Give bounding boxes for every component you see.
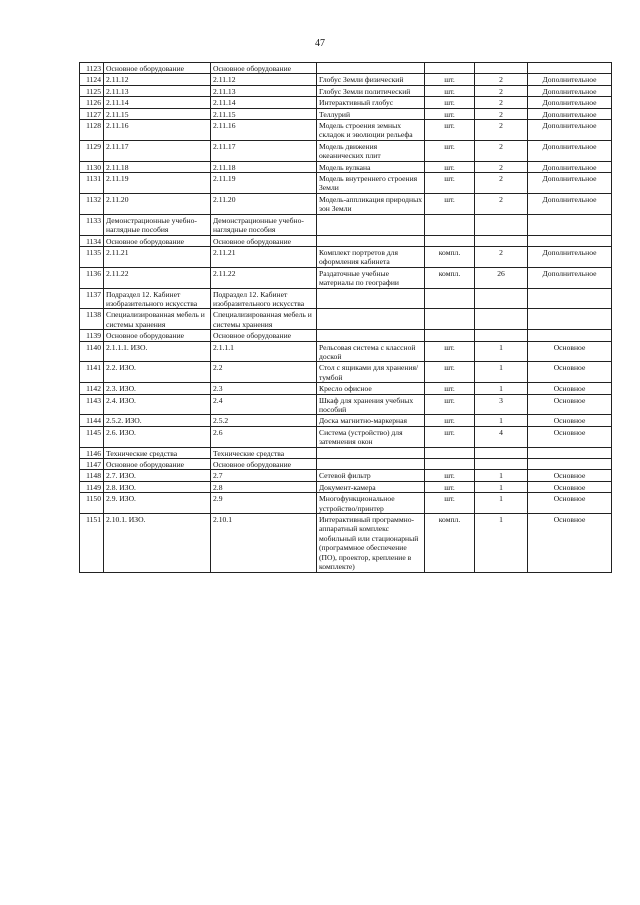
table-row <box>80 309 612 330</box>
code-cell: 2.5.2. ИЗО. <box>104 415 211 426</box>
code-cell: 2.3. ИЗО. <box>104 383 211 394</box>
item-name-cell: Интерактивный программно-аппаратный комплекс мобильный или стационарный (программное обеспечение (ПО), проектор, крепление в комплекте) <box>317 514 425 572</box>
quantity-cell: 2 <box>475 120 528 141</box>
row-number-cell: 1135 <box>80 246 104 267</box>
quantity-cell: 1 <box>475 383 528 394</box>
section-cell: 2.3 <box>211 383 317 394</box>
unit-cell <box>425 309 475 330</box>
equipment-type-cell: Дополнительное <box>528 140 612 161</box>
section-cell: 2.10.1 <box>211 514 317 572</box>
table-row <box>80 173 612 194</box>
unit-cell <box>425 459 475 470</box>
section-cell: 2.11.17 <box>211 140 317 161</box>
unit-cell: шт. <box>425 470 475 481</box>
unit-cell: шт. <box>425 481 475 492</box>
equipment-type-cell <box>528 235 612 246</box>
table-row <box>80 493 612 514</box>
row-number-cell: 1133 <box>80 214 104 235</box>
quantity-cell: 1 <box>475 493 528 514</box>
unit-cell: шт. <box>425 426 475 447</box>
item-name-cell: Система (устройство) для затемнения окон <box>317 426 425 447</box>
code-cell: Основное оборудование <box>104 330 211 341</box>
item-name-cell: Модель движения океанических плит <box>317 140 425 161</box>
equipment-type-cell: Основное <box>528 470 612 481</box>
quantity-cell: 2 <box>475 173 528 194</box>
section-cell: 2.7 <box>211 470 317 481</box>
equipment-type-cell <box>528 330 612 341</box>
code-cell: Основное оборудование <box>104 63 211 74</box>
row-number-cell: 1125 <box>80 85 104 96</box>
section-cell: 2.11.15 <box>211 108 317 119</box>
item-name-cell <box>317 63 425 74</box>
code-cell: 2.2. ИЗО. <box>104 362 211 383</box>
row-number-cell: 1127 <box>80 108 104 119</box>
section-cell: Технические средства <box>211 447 317 458</box>
table-row <box>80 415 612 426</box>
table-row <box>80 470 612 481</box>
quantity-cell <box>475 330 528 341</box>
quantity-cell <box>475 235 528 246</box>
table-row <box>80 394 612 415</box>
unit-cell: шт. <box>425 108 475 119</box>
section-cell: 2.2 <box>211 362 317 383</box>
unit-cell <box>425 447 475 458</box>
item-name-cell: Модель-аппликация природных зон Земли <box>317 193 425 214</box>
section-cell: 2.11.13 <box>211 85 317 96</box>
code-cell: 2.11.16 <box>104 120 211 141</box>
code-cell: 2.11.21 <box>104 246 211 267</box>
code-cell: 2.10.1. ИЗО. <box>104 514 211 572</box>
code-cell: 2.11.13 <box>104 85 211 96</box>
page-number: 47 <box>315 38 325 49</box>
row-number-cell: 1139 <box>80 330 104 341</box>
table-row <box>80 161 612 172</box>
equipment-type-cell: Дополнительное <box>528 246 612 267</box>
unit-cell: шт. <box>425 161 475 172</box>
row-number-cell: 1142 <box>80 383 104 394</box>
quantity-cell <box>475 459 528 470</box>
unit-cell: шт. <box>425 415 475 426</box>
code-cell: 2.11.17 <box>104 140 211 161</box>
item-name-cell: Глобус Земли физический <box>317 74 425 85</box>
equipment-type-cell <box>528 214 612 235</box>
equipment-type-cell: Дополнительное <box>528 267 612 288</box>
item-name-cell: Модель строения земных складок и эволюции рельефа <box>317 120 425 141</box>
row-number-cell: 1138 <box>80 309 104 330</box>
row-number-cell: 1124 <box>80 74 104 85</box>
item-name-cell: Сетевой фильтр <box>317 470 425 481</box>
code-cell: 2.8. ИЗО. <box>104 481 211 492</box>
code-cell: 2.4. ИЗО. <box>104 394 211 415</box>
section-cell: 2.8 <box>211 481 317 492</box>
equipment-type-cell: Дополнительное <box>528 108 612 119</box>
table-row <box>80 341 612 362</box>
equipment-type-cell: Основное <box>528 415 612 426</box>
unit-cell: шт. <box>425 394 475 415</box>
code-cell: 2.11.18 <box>104 161 211 172</box>
row-number-cell: 1151 <box>80 514 104 572</box>
item-name-cell: Документ-камера <box>317 481 425 492</box>
section-cell: 2.5.2 <box>211 415 317 426</box>
code-cell: 2.11.22 <box>104 267 211 288</box>
unit-cell: шт. <box>425 120 475 141</box>
code-cell: Демонстрационные учебно-наглядные пособия <box>104 214 211 235</box>
equipment-type-cell: Дополнительное <box>528 97 612 108</box>
unit-cell: шт. <box>425 85 475 96</box>
row-number-cell: 1148 <box>80 470 104 481</box>
unit-cell <box>425 330 475 341</box>
code-cell: 2.11.15 <box>104 108 211 119</box>
equipment-type-cell <box>528 288 612 309</box>
item-name-cell <box>317 235 425 246</box>
quantity-cell: 2 <box>475 193 528 214</box>
equipment-type-cell: Дополнительное <box>528 173 612 194</box>
equipment-type-cell: Основное <box>528 341 612 362</box>
code-cell: Подраздел 12. Кабинет изобразительного искусства <box>104 288 211 309</box>
item-name-cell: Кресло офисное <box>317 383 425 394</box>
item-name-cell: Модель вулкана <box>317 161 425 172</box>
unit-cell: шт. <box>425 341 475 362</box>
quantity-cell: 1 <box>475 481 528 492</box>
row-number-cell: 1128 <box>80 120 104 141</box>
table-row <box>80 85 612 96</box>
unit-cell: шт. <box>425 97 475 108</box>
section-cell: Основное оборудование <box>211 63 317 74</box>
item-name-cell: Многофункциональное устройство/принтер <box>317 493 425 514</box>
equipment-type-cell: Основное <box>528 383 612 394</box>
equipment-type-cell: Дополнительное <box>528 74 612 85</box>
equipment-table <box>79 62 612 573</box>
quantity-cell: 1 <box>475 341 528 362</box>
table-row <box>80 120 612 141</box>
section-cell: 2.11.19 <box>211 173 317 194</box>
equipment-type-cell: Основное <box>528 362 612 383</box>
section-cell: Демонстрационные учебно-наглядные пособия <box>211 214 317 235</box>
table-body <box>80 63 612 573</box>
row-number-cell: 1143 <box>80 394 104 415</box>
section-cell: Основное оборудование <box>211 330 317 341</box>
code-cell: 2.11.14 <box>104 97 211 108</box>
row-number-cell: 1150 <box>80 493 104 514</box>
quantity-cell: 2 <box>475 85 528 96</box>
table-row <box>80 330 612 341</box>
item-name-cell: Интерактивный глобус <box>317 97 425 108</box>
unit-cell <box>425 214 475 235</box>
row-number-cell: 1149 <box>80 481 104 492</box>
equipment-type-cell: Основное <box>528 394 612 415</box>
code-cell: 2.6. ИЗО. <box>104 426 211 447</box>
quantity-cell: 2 <box>475 108 528 119</box>
row-number-cell: 1141 <box>80 362 104 383</box>
table-row <box>80 246 612 267</box>
row-number-cell: 1146 <box>80 447 104 458</box>
quantity-cell: 2 <box>475 74 528 85</box>
table-row <box>80 481 612 492</box>
unit-cell: компл. <box>425 246 475 267</box>
equipment-type-cell: Дополнительное <box>528 193 612 214</box>
table-row <box>80 63 612 74</box>
row-number-cell: 1126 <box>80 97 104 108</box>
table-row <box>80 97 612 108</box>
item-name-cell: Комплект портретов для оформления кабинета <box>317 246 425 267</box>
section-cell: 2.11.12 <box>211 74 317 85</box>
row-number-cell: 1147 <box>80 459 104 470</box>
equipment-type-cell <box>528 63 612 74</box>
equipment-type-cell <box>528 447 612 458</box>
unit-cell: компл. <box>425 267 475 288</box>
section-cell: 2.6 <box>211 426 317 447</box>
section-cell: 2.11.22 <box>211 267 317 288</box>
item-name-cell: Стол с ящиками для хранения/тумбой <box>317 362 425 383</box>
quantity-cell: 4 <box>475 426 528 447</box>
table-row <box>80 426 612 447</box>
table-row <box>80 383 612 394</box>
item-name-cell: Раздаточные учебные материалы по географии <box>317 267 425 288</box>
code-cell: Основное оборудование <box>104 235 211 246</box>
item-name-cell: Доска магнитно-маркерная <box>317 415 425 426</box>
item-name-cell <box>317 288 425 309</box>
table-row <box>80 288 612 309</box>
equipment-type-cell <box>528 309 612 330</box>
row-number-cell: 1129 <box>80 140 104 161</box>
code-cell: 2.11.20 <box>104 193 211 214</box>
row-number-cell: 1130 <box>80 161 104 172</box>
quantity-cell: 26 <box>475 267 528 288</box>
equipment-type-cell <box>528 459 612 470</box>
item-name-cell <box>317 214 425 235</box>
section-cell: 2.4 <box>211 394 317 415</box>
code-cell: Технические средства <box>104 447 211 458</box>
unit-cell: шт. <box>425 362 475 383</box>
item-name-cell: Глобус Земли политический <box>317 85 425 96</box>
section-cell: Подраздел 12. Кабинет изобразительного искусства <box>211 288 317 309</box>
section-cell: 2.11.14 <box>211 97 317 108</box>
quantity-cell <box>475 63 528 74</box>
equipment-type-cell: Дополнительное <box>528 85 612 96</box>
quantity-cell: 1 <box>475 470 528 481</box>
row-number-cell: 1137 <box>80 288 104 309</box>
quantity-cell: 1 <box>475 415 528 426</box>
code-cell: Основное оборудование <box>104 459 211 470</box>
item-name-cell <box>317 330 425 341</box>
row-number-cell: 1145 <box>80 426 104 447</box>
unit-cell: шт. <box>425 383 475 394</box>
unit-cell <box>425 235 475 246</box>
table-row <box>80 235 612 246</box>
section-cell: 2.11.20 <box>211 193 317 214</box>
section-cell: 2.9 <box>211 493 317 514</box>
item-name-cell: Рельсовая система с классной доской <box>317 341 425 362</box>
quantity-cell: 1 <box>475 362 528 383</box>
equipment-type-cell: Основное <box>528 481 612 492</box>
item-name-cell: Шкаф для хранения учебных пособий <box>317 394 425 415</box>
table-row <box>80 74 612 85</box>
item-name-cell <box>317 309 425 330</box>
unit-cell: шт. <box>425 173 475 194</box>
table-row <box>80 362 612 383</box>
section-cell: Основное оборудование <box>211 459 317 470</box>
quantity-cell <box>475 288 528 309</box>
code-cell: 2.9. ИЗО. <box>104 493 211 514</box>
quantity-cell: 2 <box>475 140 528 161</box>
quantity-cell <box>475 214 528 235</box>
item-name-cell: Модель внутреннего строения Земли <box>317 173 425 194</box>
quantity-cell: 2 <box>475 161 528 172</box>
row-number-cell: 1144 <box>80 415 104 426</box>
equipment-type-cell: Основное <box>528 426 612 447</box>
table-row <box>80 214 612 235</box>
unit-cell: шт. <box>425 74 475 85</box>
item-name-cell <box>317 459 425 470</box>
equipment-type-cell: Дополнительное <box>528 161 612 172</box>
table-row <box>80 108 612 119</box>
section-cell: Основное оборудование <box>211 235 317 246</box>
section-cell: 2.11.16 <box>211 120 317 141</box>
equipment-type-cell: Основное <box>528 493 612 514</box>
unit-cell: компл. <box>425 514 475 572</box>
table-row <box>80 514 612 572</box>
code-cell: 2.11.19 <box>104 173 211 194</box>
table-row <box>80 267 612 288</box>
table-row <box>80 193 612 214</box>
unit-cell: шт. <box>425 193 475 214</box>
code-cell: 2.11.12 <box>104 74 211 85</box>
equipment-type-cell: Основное <box>528 514 612 572</box>
section-cell: 2.11.18 <box>211 161 317 172</box>
code-cell: Специализированная мебель и системы хранения <box>104 309 211 330</box>
item-name-cell: Теллурий <box>317 108 425 119</box>
quantity-cell: 1 <box>475 514 528 572</box>
quantity-cell: 2 <box>475 246 528 267</box>
unit-cell: шт. <box>425 493 475 514</box>
code-cell: 2.7. ИЗО. <box>104 470 211 481</box>
row-number-cell: 1131 <box>80 173 104 194</box>
section-cell: Специализированная мебель и системы хранения <box>211 309 317 330</box>
table-row <box>80 447 612 458</box>
code-cell: 2.1.1.1. ИЗО. <box>104 341 211 362</box>
table-row <box>80 459 612 470</box>
quantity-cell: 2 <box>475 97 528 108</box>
table-row <box>80 140 612 161</box>
section-cell: 2.1.1.1 <box>211 341 317 362</box>
item-name-cell <box>317 447 425 458</box>
quantity-cell <box>475 447 528 458</box>
equipment-type-cell: Дополнительное <box>528 120 612 141</box>
unit-cell <box>425 288 475 309</box>
section-cell: 2.11.21 <box>211 246 317 267</box>
row-number-cell: 1134 <box>80 235 104 246</box>
quantity-cell: 3 <box>475 394 528 415</box>
row-number-cell: 1123 <box>80 63 104 74</box>
row-number-cell: 1132 <box>80 193 104 214</box>
row-number-cell: 1136 <box>80 267 104 288</box>
quantity-cell <box>475 309 528 330</box>
unit-cell: шт. <box>425 140 475 161</box>
unit-cell <box>425 63 475 74</box>
row-number-cell: 1140 <box>80 341 104 362</box>
